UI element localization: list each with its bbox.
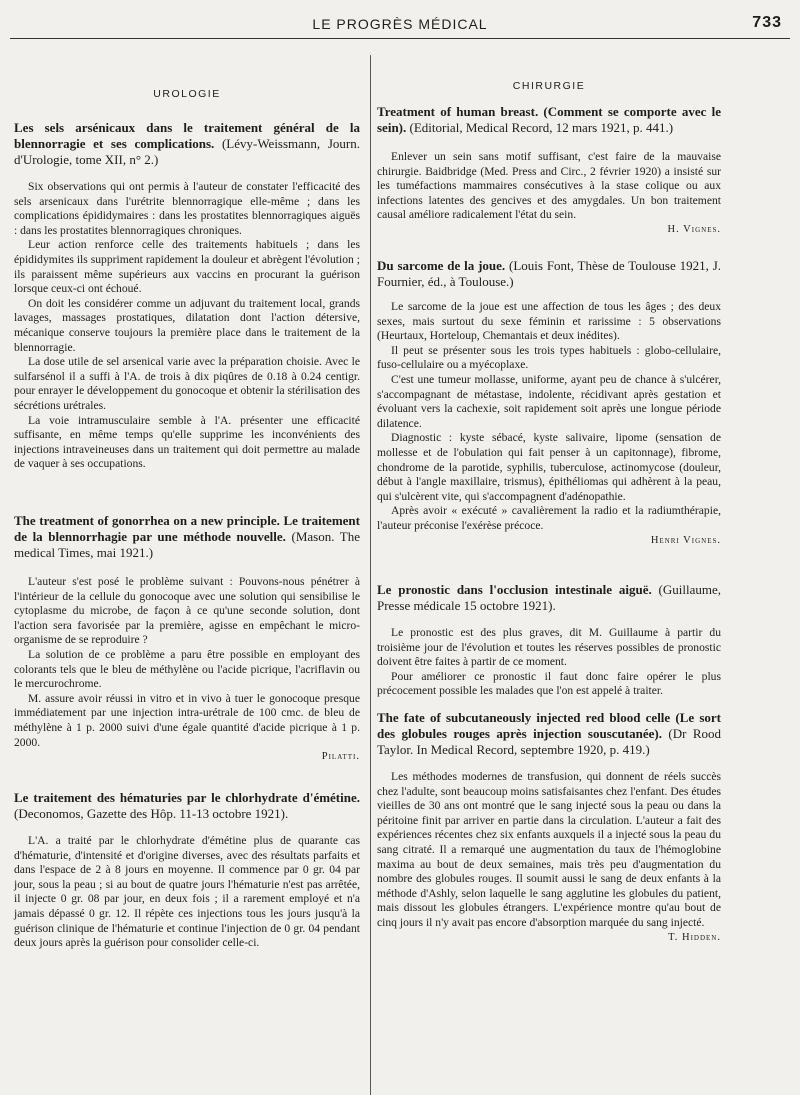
paragraph: L'auteur s'est posé le problème suivant : Pouvons-nous pénétrer à l'intérieur de la cellule du gonocoque avec une solution qui sensibilise le cytoplasme du microbe, de façon à ce qu'une seconde solution, dont l'action sera favorisée par la première, agisse en empêchant le micro-organisme de se reproduire ?	[14, 575, 360, 647]
section-heading-chirurgie: CHIRURGIE	[512, 80, 586, 92]
article-title	[377, 104, 721, 136]
article-title	[14, 790, 360, 822]
paragraph: Les méthodes modernes de transfusion, qui donnent de réels succès chez l'adulte, sont beaucoup moins satisfaisantes chez l'enfant. Des études vieilles de 30 ans ont montré que le sang injecté sous la peau ou dans la péritoine finit par arriver en partie dans la circulation. L'auteur a fait des expériences récentes chez six enfants auxquels il a injecté sous la peau du sang citraté. Il a remarqué une augmentation du taux de l'hémoglobine maxima au bout de deux semaines, mais très peu d'augmentation du nombre des globules rouges. Il soumit aussi le sang de deux enfants à la méthode d'Ashly, selon laquelle le sang agglutine les globules du patient, mais dissout les globules étrangers. L'expérience montre qu'au bout de cinq jours il n'y avait pas encore d'absorption marquée du sang injecté.	[377, 770, 721, 929]
article-title-bold: Du sarcome de la joue.	[377, 258, 506, 273]
article-occlusion	[377, 582, 721, 699]
column-divider	[370, 55, 371, 1095]
running-header	[10, 12, 790, 39]
article-title	[377, 258, 721, 290]
paragraph: Six observations qui ont permis à l'auteur de constater l'efficacité des sels arsenicaux dans l'urétrite blennorragique elle-même ; dans les complications épididymaires : dans les prostatites blennorragiques aiguës : dans les prostatites blennorragiques chroniques.	[14, 180, 360, 237]
article-title	[14, 120, 360, 168]
article-gonorrhea	[14, 513, 360, 762]
journal-title: LE PROGRÈS MÉDICAL	[312, 16, 488, 32]
article-title-bold: Le traitement des hématuries par le chlorhydrate d'émétine.	[14, 790, 360, 805]
paragraph: Enlever un sein sans motif suffisant, c'est faire de la mauvaise chirurgie. Baidbridge (Med. Press and Circ., 2 février 1920) a insisté sur les tuméfactions mammaires consécutives à la stase colique ou aux infections latentes des gencives et des amygdales. Un bon traitement causal améliore radicalement l'état du sein.	[377, 150, 721, 222]
article-title-bold: Les sels arsénicaux dans le traitement général de la blennorragie et ses complications.	[14, 120, 360, 151]
paragraph: La voie intramusculaire semble à l'A. présenter une efficacité suffisante, en même temps qu'elle supprime les inconvénients des injections intraveineuses dans un traitement qui doit permettre au malade de vaquer à ses occupations.	[14, 413, 360, 471]
author-signature: Pilatti.	[321, 751, 360, 763]
article-reference: (Editorial, Medical Record, 12 mars 1921, p. 441.)	[409, 120, 674, 135]
article-title	[14, 513, 360, 561]
paragraph: Pour améliorer ce pronostic il faut donc faire opérer le plus précocement possible les malades que l'on est appelé à traiter.	[377, 669, 721, 698]
article-reference: (Mason. The medical Times, mai 1921.)	[14, 529, 360, 560]
paragraph: M. assure avoir réussi in vitro et in vivo à tuer le gonocoque presque immédiatement par une injection intra-urétrale de 100 cmc. de bleu de méthylène à 1 p. 2000 suivi d'une égale quantité d'acide picrique à 1 p. 2000.	[14, 691, 360, 749]
section-heading-urologie: UROLOGIE	[153, 88, 221, 100]
article-title-bold: The treatment of gonorrhea on a new principle. Le traitement de la blennorrhagie par une méthode nouvelle.	[14, 513, 360, 544]
article-title	[377, 710, 721, 758]
paragraph: La dose utile de sel arsenical varie avec la préparation choisie. Avec le sulfarsénol il a suffi à l'A. de trois à dix piqûres de 0.18 à 0.24 centigr. pour enrayer le développement du gonocoque et obtenir la stérilisation des sécrétions urétrales.	[14, 355, 360, 412]
article-reference: (Deconomos, Gazette des Hôp. 11-13 octobre 1921).	[14, 806, 289, 821]
article-title-bold: The fate of subcutaneously injected red blood celle (Le sort des globules rouges après injection souscutanée).	[377, 710, 721, 741]
paragraph: La solution de ce problème a paru être possible en employant des colorants tels que le bleu de méthylène ou l'acide picrique, l'acriflavin ou le mercurochrome.	[14, 647, 360, 691]
article-reference: (Guillaume, Presse médicale 15 octobre 1921).	[377, 582, 721, 613]
article-reference: (Lévy-Weissmann, Journ. d'Urologie, tome XII, n° 2.)	[14, 136, 360, 167]
article-arsenicaux	[14, 120, 360, 472]
article-reference: (Dr Rood Taylor. In Medical Record, septembre 1920, p. 419.)	[377, 726, 722, 757]
paragraph: L'A. a traité par le chlorhydrate d'émétine plus de quarante cas d'hématurie, d'intensité et d'origine diverses, avec des résultats parfaits et dans l'espace de 2 à 8 jours en moyenne. Il commence par 0 gr. 04 par jour, sous la peau ; si au bout de quatre jours l'hématurie n'est pas arrêtée, il injecte 0 gr. 08 par jour, en deux fois ; il a rarement employé et n'a jamais dépassé 0 gr. 12. Il répète ces injections tous les jours jusqu'à la guérison clinique de l'hématurie et continue l'injection de 0 gr. 04 pendant deux jours après la guérison pour consolider celle-ci.	[14, 834, 360, 950]
paragraph: Le sarcome de la joue est une affection de tous les âges ; des deux sexes, mais surtout du sexe féminin et rarissime : 5 observations (Heurtaux, Horteloup, Chemantais et deux inédites).	[377, 300, 721, 343]
article-title-bold: Le pronostic dans l'occlusion intestinale aiguë.	[377, 582, 652, 597]
article-blood-cells	[377, 710, 721, 943]
paragraph: Il peut se présenter sous les trois types habituels : globo-cellulaire, fuso-cellulaire ou a myécoplaxe.	[377, 343, 721, 372]
author-signature: Henri Vignes.	[650, 534, 721, 546]
paragraph: C'est une tumeur mollasse, uniforme, ayant peu de chance à s'ulcérer, s'accompagnant de métastase, indolente, récidivant après gestation et évoluant vers la cachexie, soit rapidement soit après une longue période dilatence.	[377, 372, 721, 430]
paragraph: Leur action renforce celle des traitements habituels ; dans les épididymites ils suppriment rapidement la douleur et abrègent l'évolution ; ils paraissent même supérieurs aux vaccins en procurant la guérison lorsque ceux-ci ont échoué.	[14, 238, 360, 296]
article-reference: (Louis Font, Thèse de Toulouse 1921, J. Fournier, éd., à Toulouse.)	[377, 258, 722, 289]
paragraph: On doit les considérer comme un adjuvant du traitement local, grands lavages, massages prostatiques, dilatation dont l'action détersive, mécanique conserve toujours la première place dans le traitement de la blennorragie.	[14, 296, 360, 354]
author-signature: H. Vignes.	[667, 223, 721, 235]
article-title-bold: Treatment of human breast. (Comment se comporte avec le sein).	[377, 104, 721, 135]
author-signature: T. Hidden.	[668, 931, 721, 943]
page-number: 733	[752, 14, 782, 31]
paragraph: Diagnostic : kyste sébacé, kyste salivaire, lipome (sensation de mollesse et de l'obulation qui fait penser à un capitonnage), fibrome, chondrome de la parotide, syphilis, tuberculose, actinomycose (douleur, début à l'angle maxillaire, trismus), épithéliomas qui adhèrent à la peau, qui s'ulcèrent vite, qui s'accompagnent d'adénopathie.	[377, 431, 721, 503]
paragraph: Après avoir « exécuté » cavalièrement la radio et la radiumthérapie, l'auteur préconise l'exérèse précoce.	[377, 504, 721, 532]
paragraph: Le pronostic est des plus graves, dit M. Guillaume à partir du troisième jour de l'évolution et toutes les réserves possibles de pronostic doivent être faites à partir de ce moment.	[377, 626, 721, 669]
article-hematuries	[14, 790, 360, 951]
article-sarcome	[377, 258, 721, 546]
article-breast	[377, 104, 721, 235]
article-title	[377, 582, 721, 614]
